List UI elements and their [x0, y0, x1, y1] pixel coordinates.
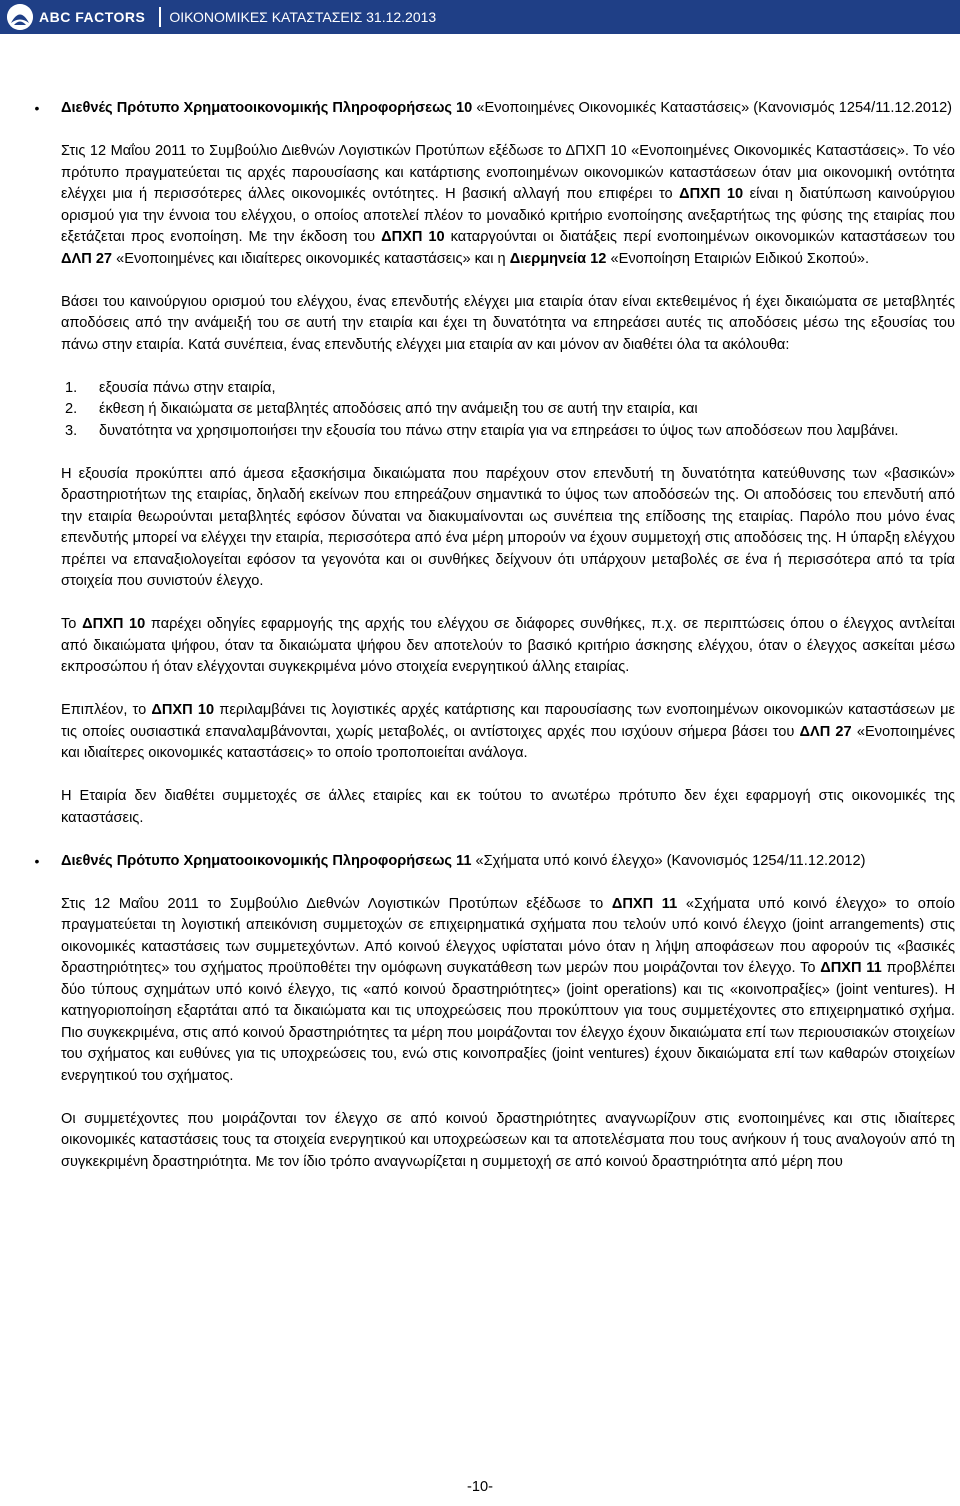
list-number: 2.: [65, 401, 78, 417]
section-ifrs11: [34, 851, 955, 873]
text-run: «Ενοποίηση Εταιριών Ειδικού Σκοπού».: [606, 250, 870, 267]
text-bold: ΔΠΧΠ 11: [611, 895, 678, 912]
header-title: ΟΙΚΟΝΟΜΙΚΕΣ ΚΑΤΑΣΤΑΣΕΙΣ 31.12.2013: [169, 9, 437, 25]
text-run: «Σχήματα υπό κοινό έλεγχο» το οποίο πραγματεύεται τη λογιστική απεικόνιση συμμετοχών σε επιχειρηματικά σχήματα που τελούν υπό κοινό έλεγχο (joint arrangements) στις οικονομικές καταστάσεις των συμμετεχόντων. Από κοινού έλεγχος υφίσταται μόνο όταν η λήψη αποφάσεων που αφορούν τις «βασικές δραστηριότητες» του σχήματος προϋποθέτει την ομόφωνη συγκατάθεση των μερών που μοιράζονται τον έλεγχο. Το: [61, 895, 955, 976]
header-divider: [159, 7, 161, 27]
heading-bold: Διεθνές Πρότυπο Χρηματοοικονομικής Πληροφορήσεως 10: [61, 100, 473, 116]
text-run: Το: [61, 616, 83, 632]
text-bold: ΔΠΧΠ 10: [82, 616, 146, 632]
page-number: -10-: [467, 1479, 493, 1495]
paragraph: [61, 700, 955, 765]
paragraph: [61, 894, 955, 1088]
bullet-icon: •: [34, 100, 40, 116]
page-header: [0, 0, 960, 34]
text-bold: ΔΛΠ 27: [61, 250, 113, 267]
heading-bold: Διεθνές Πρότυπο Χρηματοοικονομικής Πληροφορήσεως 11: [61, 852, 472, 869]
text-run: παρέχει οδηγίες εφαρμογής της αρχής του ελέγχου σε διάφορες συνθήκες, π.χ. σε περιπτώσεις όπου ο έλεγχος αντλείται από δικαιώματα ψήφου, όταν τα δικαιώματα ψήφου δεν αποτελούν το βασικό κριτήριο άσκησης ελέγχου, όταν ο έλεγχος ασκείται μέσω εκπροσώπου ή όταν ελέγχονται συγκεκριμένα μόνο στοιχεία ενεργητικού άλλης εταιρίας.: [61, 616, 955, 675]
list-item: [61, 378, 955, 400]
logo-icon: [7, 4, 33, 30]
text-run: Επιπλέον, το: [61, 702, 152, 718]
logo-text: ABC FACTORS: [39, 9, 146, 25]
text-bold: ΔΠΧΠ 11: [820, 960, 882, 976]
text-run: καταργούνται οι διατάξεις περί ενοποιημένων οικονομικών καταστάσεων του: [444, 229, 956, 245]
list-item: [61, 399, 955, 421]
paragraph: Οι συμμετέχοντες που μοιράζονται τον έλεγχο σε από κοινού δραστηριότητες αναγνωρίζουν στις ενοποιημένες και στις ιδιαίτερες οικονομικές καταστάσεις τους τα στοιχεία ενεργητικού και υποχρεώσεων και τα αποτελέσματα που τους ανήκουν ή τους αναλογούν από τη συγκεκριμένη δραστηριότητα. Με τον ίδιο τρόπο αναγνωρίζεται η συμμετοχή σε από κοινού δραστηριότητα από μέρη που: [61, 1110, 955, 1170]
company-logo: [7, 0, 145, 34]
section-heading: [61, 98, 955, 120]
section-heading: [61, 851, 955, 873]
heading-rest: «Ενοποιημένες Οικονομικές Καταστάσεις» (Κανονισμός 1254/11.12.2012): [472, 100, 953, 116]
paragraph: Βάσει του καινούργιου ορισμού του ελέγχου, ένας επενδυτής ελέγχει μια εταιρία όταν είναι εκτεθειμένος ή έχει δικαιώματα σε μεταβλητές αποδόσεις από την ανάμειξή του σε αυτή την εταιρία και έχει τη δυνατότητα να επηρεάσει αυτές τις αποδόσεις μέσω της εξουσίας του πάνω στην εταιρία. Κατά συνέπεια, ένας επενδυτής ελέγχει μια εταιρία αν και μόνον αν διαθέτει όλα τα ακόλουθα:: [61, 293, 955, 353]
text-run: Στις 12 Μαΐου 2011 το Συμβούλιο Διεθνών Λογιστικών Προτύπων εξέδωσε το: [61, 895, 612, 912]
list-text: εξουσία πάνω στην εταιρία,: [99, 379, 276, 396]
text-bold: Διερμηνεία 12: [509, 250, 607, 267]
text-run: Στις 12 Μαΐου 2011 το Συμβούλιο Διεθνών Λογιστικών Προτύπων εξέδωσε το ΔΠΧΠ 10 «Ενοποιημένες Οικονομικές Καταστάσεις». Το νέο πρότυπο πραγματεύεται τις αρχές παρουσίασης και κατάρτισης ενοποιημένων οικονομικών καταστάσεων όταν μια οικονομική οντότητα ελέγχει μια ή περισσότερες άλλες οικονομικές οντότητες. Η βασική αλλαγή που επιφέρει το: [61, 143, 955, 202]
document-body: [34, 98, 956, 1173]
list-number: 3.: [65, 422, 78, 439]
paragraph: Η εξουσία προκύπτει από άμεσα εξασκήσιμα δικαιώματα που παρέχουν στον επενδυτή τη δυνατότητα κατεύθυνσης των «βασικών» δραστηριοτήτων της εταιρίας, δηλαδή εκείνων που επηρεάζουν σημαντικά το ύψος των αποδόσεών της. Οι αποδόσεις του επενδυτή από την εταιρία θεωρούνται μεταβλητές εφόσον δύναται να διακυμαίνονται ως συνέπεια της επίδοσης της εταιρίας. Παρόλο που μόνο ένας επενδυτής μπορεί να ελέγχει την εταιρία, περισσότερα από ένα μέρη μπορούν να έχουν συμμετοχή στις αποδόσεις της. Η ύπαρξη ελέγχου πρέπει να επαναξιολογείται εφόσον τα γεγονότα και οι συνθήκες δείχνουν ότι υπάρχουν μεταβολές σε ένα ή περισσότερα από τα τρία στοιχεία που συνιστούν έλεγχο.: [61, 465, 955, 589]
list-text: έκθεση ή δικαιώματα σε μεταβλητές αποδόσεις από την ανάμειξη του σε αυτή την εταιρία, και: [99, 401, 698, 417]
paragraph: Η Εταιρία δεν διαθέτει συμμετοχές σε άλλες εταιρίες και εκ τούτου το ανωτέρω πρότυπο δεν έχει εφαρμογή στις οικονομικές της καταστάσεις.: [61, 788, 955, 826]
bullet-icon: •: [34, 852, 40, 869]
section-ifrs10: [34, 98, 955, 120]
text-bold: ΔΠΧΠ 10: [381, 229, 445, 245]
text-run: προβλέπει δύο τύπους σχημάτων υπό κοινό έλεγχο, τις «από κοινού δραστηριότητες» (joint operations) και τις «κοινοπραξίες» (joint ventures). Η κατηγοριοποίηση εξαρτάται από τα δικαιώματα και τις υποχρεώσεις που προκύπτουν για τους συμμετέχοντες στο επιχειρηματικό σχήμα. Πιο συγκεκριμένα, στις από κοινού δραστηριότητες τα μέρη που μοιράζονται τον έλεγχο έχουν δικαιώματα επί των περιουσιακών στοιχείων του σχήματος και ευθύνες για τις υποχρεώσεις του, ενώ στις κοινοπραξίες (joint ventures) έχουν δικαιώματα επί των καθαρών στοιχείων ενεργητικού του σχήματος.: [61, 960, 955, 1084]
list-number: 1.: [65, 379, 78, 396]
text-bold: ΔΛΠ 27: [799, 723, 852, 740]
paragraph: [61, 141, 955, 270]
list-item: [61, 421, 955, 443]
heading-rest: «Σχήματα υπό κοινό έλεγχο» (Κανονισμός 1254/11.12.2012): [471, 852, 866, 869]
numbered-list: [61, 378, 955, 443]
text-run: «Ενοποιημένες και ιδιαίτερες οικονομικές καταστάσεις» το οποίο τροποποιείται ανάλογα.: [61, 723, 955, 761]
text-run: «Ενοποιημένες και ιδιαίτερες οικονομικές καταστάσεις» και η: [112, 250, 510, 267]
text-bold: ΔΠΧΠ 10: [679, 186, 744, 202]
list-text: δυνατότητα να χρησιμοποιήσει την εξουσία του πάνω στην εταιρία για να επηρεάσει το ύψος των αποδόσεων που λαμβάνει.: [99, 422, 899, 439]
text-run: είναι η διατύπωση καινούργιου ορισμού για την έννοια του ελέγχου, ο οποίος αποτελεί πλέον το μοναδικό κριτήριο ενοποίησης ανεξαρτήτως της φύσης της εταιρίας που εξετάζεται προς ενοποίηση. Με την έκδοση του: [61, 186, 955, 245]
text-run: περιλαμβάνει τις λογιστικές αρχές κατάρτισης και παρουσίασης των ενοποιημένων οικονομικών καταστάσεων με τις οποίες ουσιαστικά επαναλαμβάνονται, χωρίς μεταβολές, οι αντίστοιχες αρχές που ισχύουν σήμερα βάσει του: [61, 702, 956, 740]
text-bold: ΔΠΧΠ 10: [151, 702, 215, 718]
paragraph: [61, 614, 955, 679]
